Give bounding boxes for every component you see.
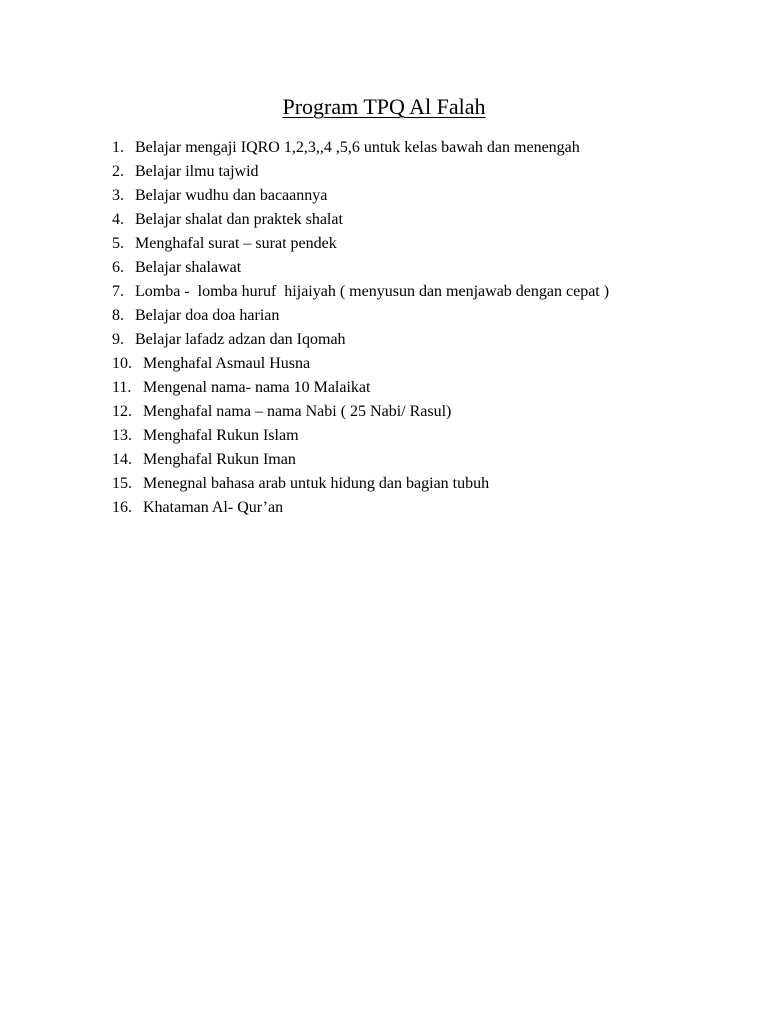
list-item-text: Belajar ilmu tajwid [135,163,259,180]
list-item-number: 11. [112,379,132,396]
list-item-text: Belajar doa doa harian [135,307,280,324]
list-item [112,352,732,376]
list-item-text: Mengenal nama- nama 10 Malaikat [143,379,371,396]
list-item-text: Menghafal Asmaul Husna [143,355,311,372]
list-item [112,232,732,256]
list-item-number: 7. [112,283,124,300]
list-item-text: Menghafal Rukun Islam [143,427,299,444]
list-item [112,280,732,304]
list-item-number: 6. [112,259,124,276]
list-item [112,184,732,208]
list-item [112,208,732,232]
list-item [112,256,732,280]
page-title: Program TPQ Al Falah [282,94,486,119]
program-list [112,136,732,520]
list-item-text: Belajar wudhu dan bacaannya [135,187,328,204]
list-item-text: Belajar shalat dan praktek shalat [135,211,343,228]
list-item-text: Menegnal bahasa arab untuk hidung dan bagian tubuh [143,475,490,492]
list-item-number: 2. [112,163,124,180]
list-item-number: 10. [112,355,132,372]
list-item-text: Belajar shalawat [135,259,242,276]
list-item-number: 3. [112,187,124,204]
list-item [112,448,732,472]
list-item-number: 5. [112,235,124,252]
list-item-number: 8. [112,307,124,324]
list-item-number: 9. [112,331,124,348]
list-item-number: 1. [112,139,124,156]
list-item [112,160,732,184]
list-item [112,136,732,160]
list-item [112,424,732,448]
list-item-text: Khataman Al- Qur’an [143,499,284,516]
list-item-text: Menghafal nama – nama Nabi ( 25 Nabi/ Rasul) [143,403,452,420]
list-item [112,304,732,328]
list-item-number: 14. [112,451,132,468]
list-item [112,400,732,424]
list-item-number: 13. [112,427,132,444]
list-item-text: Menghafal surat – surat pendek [135,235,337,252]
list-item [112,472,732,496]
list-item [112,328,732,352]
list-item-number: 16. [112,499,132,516]
list-item-text: Menghafal Rukun Iman [143,451,296,468]
list-item-number: 15. [112,475,132,492]
list-item-text: Belajar lafadz adzan dan Iqomah [135,331,346,348]
list-item-number: 4. [112,211,124,228]
list-item [112,376,732,400]
list-item [112,496,732,520]
list-item-number: 12. [112,403,132,420]
list-item-text: Belajar mengaji IQRO 1,2,3,,4 ,5,6 untuk kelas bawah dan menengah [135,139,580,156]
list-item-text: Lomba - lomba huruf hijaiyah ( menyusun dan menjawab dengan cepat ) [135,283,610,300]
